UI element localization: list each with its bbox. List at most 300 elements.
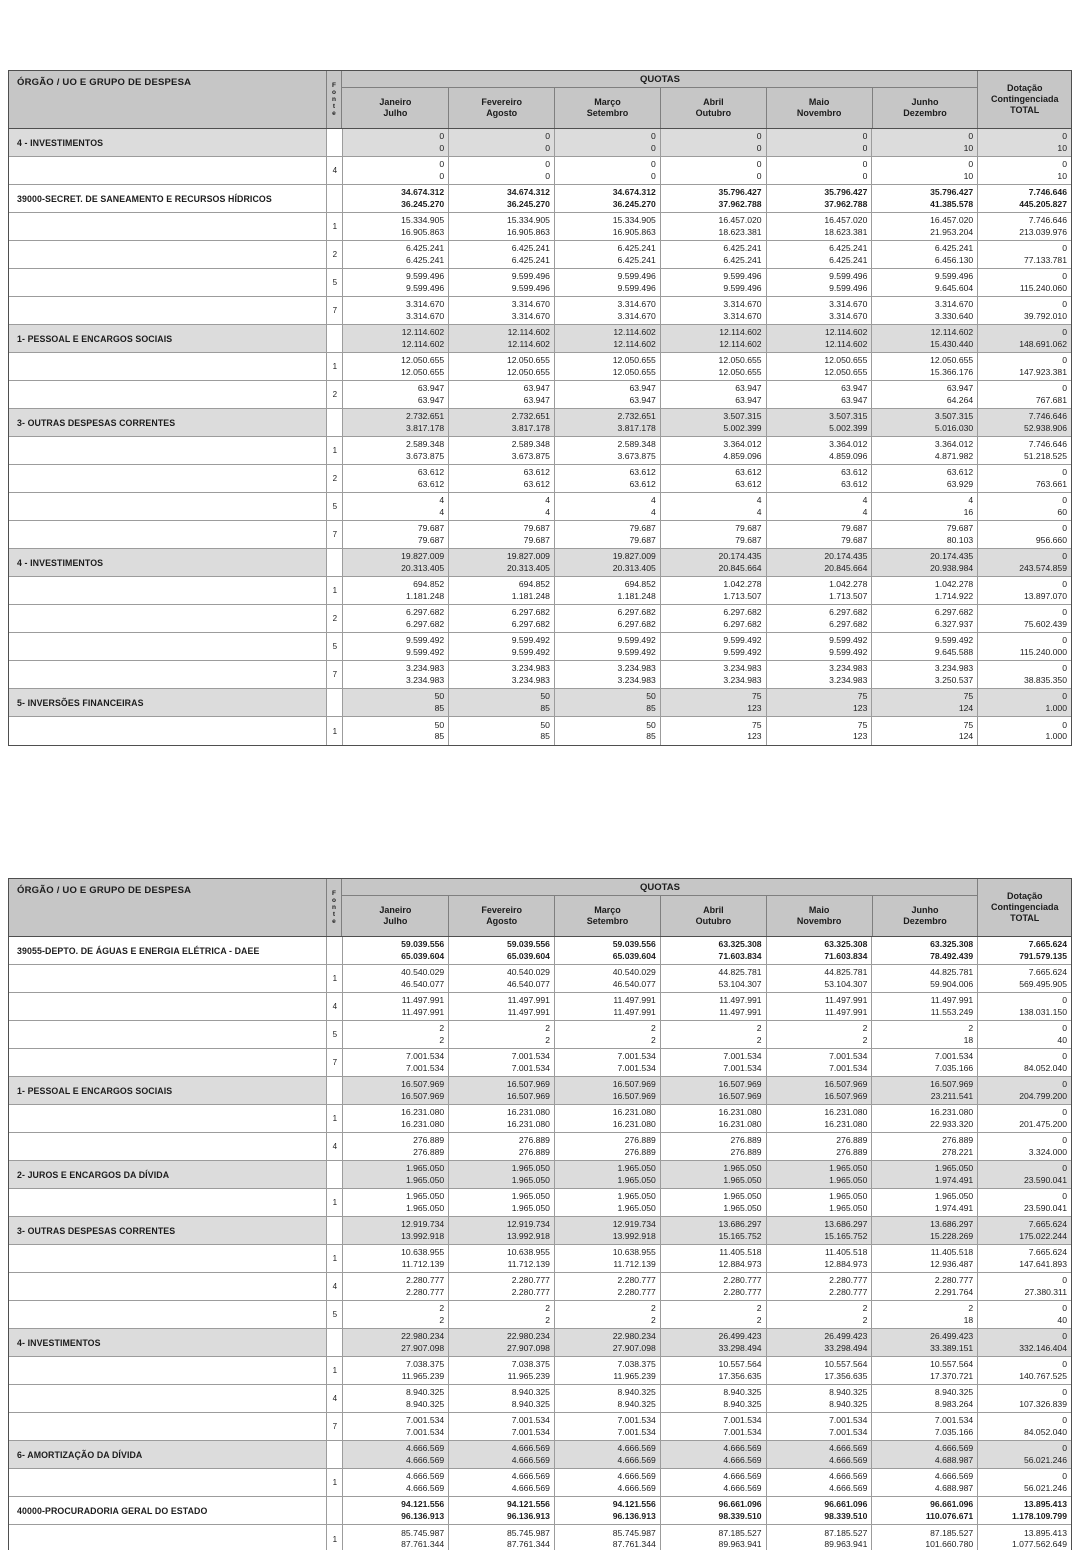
quota-cell: 16.231.080 22.933.320 — [871, 1105, 977, 1132]
quota-cell: 3.314.670 3.314.670 — [766, 297, 872, 324]
table-row — [9, 1245, 1071, 1273]
quota-cell: 12.114.602 12.114.602 — [766, 325, 872, 352]
row-label — [9, 577, 326, 604]
column-header-month — [342, 896, 448, 936]
quota-cell: 63.612 63.612 — [448, 465, 554, 492]
quota-cell: 6.425.241 6.425.241 — [342, 241, 448, 268]
table-header — [9, 879, 1071, 937]
quota-table-1 — [8, 70, 1072, 746]
quota-cell: 7.001.534 7.001.534 — [766, 1413, 872, 1440]
quota-cell: 8.940.325 8.940.325 — [342, 1385, 448, 1412]
month-line: Dezembro — [903, 108, 947, 118]
quota-cell: 0 0 — [342, 157, 448, 184]
quota-cell: 4.666.569 4.666.569 — [660, 1441, 766, 1468]
row-label: 1- PESSOAL E ENCARGOS SOCIAIS — [17, 333, 173, 344]
total-cell: 0 204.799.200 — [977, 1077, 1071, 1104]
row-label — [9, 1133, 326, 1160]
quota-cell: 3.314.670 3.314.670 — [342, 297, 448, 324]
month-line: Janeiro — [379, 97, 412, 107]
quota-cell: 6.297.682 6.327.937 — [871, 605, 977, 632]
total-cell: 0 27.380.311 — [977, 1273, 1071, 1300]
quota-cell: 22.980.234 27.907.098 — [448, 1329, 554, 1356]
quota-cell: 2 2 — [766, 1301, 872, 1328]
quota-cell: 16.507.969 16.507.969 — [660, 1077, 766, 1104]
quota-cell: 6.425.241 6.425.241 — [660, 241, 766, 268]
table-row — [9, 717, 1071, 745]
quota-cell: 63.947 63.947 — [448, 381, 554, 408]
quota-cell: 7.001.534 7.001.534 — [554, 1413, 660, 1440]
table-row — [9, 241, 1071, 269]
quota-cell: 75 123 — [660, 717, 766, 745]
quota-cell: 6.297.682 6.297.682 — [342, 605, 448, 632]
table-row — [9, 297, 1071, 325]
total-cell: 0 56.021.246 — [977, 1469, 1071, 1496]
month-line: Setembro — [586, 108, 629, 118]
quota-cell: 2.280.777 2.291.764 — [871, 1273, 977, 1300]
quota-cell: 85.745.987 87.761.344 — [554, 1525, 660, 1550]
quota-cell: 694.852 1.181.248 — [342, 577, 448, 604]
quota-cell: 12.114.602 12.114.602 — [660, 325, 766, 352]
quota-table-2 — [8, 878, 1072, 1550]
table-row — [9, 1133, 1071, 1161]
fonte-cell — [326, 1329, 342, 1356]
row-label — [9, 1469, 326, 1496]
quota-cell: 7.001.534 7.001.534 — [660, 1413, 766, 1440]
table-row — [9, 1049, 1071, 1077]
quota-cell: 12.919.734 13.992.918 — [448, 1217, 554, 1244]
quota-cell: 4 4 — [766, 493, 872, 520]
quota-cell: 85.745.987 87.761.344 — [342, 1525, 448, 1550]
quota-cell: 6.425.241 6.425.241 — [766, 241, 872, 268]
quota-cell: 94.121.556 96.136.913 — [554, 1497, 660, 1524]
month-line: Setembro — [586, 916, 629, 926]
row-label — [9, 157, 326, 184]
table-row — [9, 129, 1071, 157]
quota-cell: 3.234.983 3.234.983 — [766, 661, 872, 688]
quota-cell: 0 0 — [660, 129, 766, 156]
quota-cell: 2 2 — [342, 1301, 448, 1328]
fonte-cell: 1 — [326, 1469, 342, 1496]
row-label — [9, 297, 326, 324]
row-label — [9, 437, 326, 464]
total-cell: 0 39.792.010 — [977, 297, 1071, 324]
total-cell: 0 148.691.062 — [977, 325, 1071, 352]
total-cell: 7.746.646 51.218.525 — [977, 437, 1071, 464]
total-cell: 0 38.835.350 — [977, 661, 1071, 688]
quota-cell: 2.280.777 2.280.777 — [766, 1273, 872, 1300]
quota-cell: 3.234.983 3.234.983 — [554, 661, 660, 688]
quota-cell: 2 2 — [448, 1021, 554, 1048]
table-row — [9, 269, 1071, 297]
column-header-month — [554, 896, 660, 936]
dotacao-line: Dotação — [1006, 891, 1043, 901]
total-cell: 0 763.661 — [977, 465, 1071, 492]
quota-cell: 12.050.655 12.050.655 — [448, 353, 554, 380]
quota-cell: 40.540.029 46.540.077 — [342, 965, 448, 992]
quota-cell: 4 4 — [342, 493, 448, 520]
fonte-cell — [326, 1077, 342, 1104]
column-header-quotas: QUOTAS — [342, 71, 977, 88]
quota-cell: 79.687 79.687 — [660, 521, 766, 548]
month-line: Maio — [808, 905, 830, 915]
quota-cell: 7.038.375 11.965.239 — [554, 1357, 660, 1384]
quota-cell: 2.732.651 3.817.178 — [448, 409, 554, 436]
quota-cell: 4.666.569 4.666.569 — [448, 1441, 554, 1468]
quota-cell: 7.001.534 7.035.166 — [871, 1049, 977, 1076]
quota-cell: 75 124 — [871, 717, 977, 745]
fonte-letter: F — [332, 890, 336, 897]
total-cell: 0 138.031.150 — [977, 993, 1071, 1020]
quota-cell: 276.889 278.221 — [871, 1133, 977, 1160]
quota-cell: 10.638.955 11.712.139 — [448, 1245, 554, 1272]
quota-cell: 12.919.734 13.992.918 — [342, 1217, 448, 1244]
total-cell: 0 115.240.060 — [977, 269, 1071, 296]
quota-cell: 16.507.969 16.507.969 — [448, 1077, 554, 1104]
row-label — [9, 1245, 326, 1272]
total-cell: 0 1.000 — [977, 689, 1071, 716]
month-line: Maio — [808, 97, 830, 107]
month-line: Outubro — [695, 108, 732, 118]
row-label — [9, 269, 326, 296]
quota-cell: 2.589.348 3.673.875 — [448, 437, 554, 464]
quota-cell: 87.185.527 101.660.780 — [871, 1525, 977, 1550]
fonte-cell: 2 — [326, 465, 342, 492]
quota-cell: 75 123 — [660, 689, 766, 716]
table-row — [9, 1385, 1071, 1413]
month-line: Agosto — [486, 108, 518, 118]
quota-cell: 6.425.241 6.456.130 — [871, 241, 977, 268]
fonte-cell — [326, 129, 342, 156]
fonte-cell — [326, 1497, 342, 1524]
quota-cell: 20.174.435 20.845.664 — [660, 549, 766, 576]
quota-cell: 2.280.777 2.280.777 — [448, 1273, 554, 1300]
quota-cell: 63.325.308 71.603.834 — [766, 937, 872, 964]
quota-cell: 6.297.682 6.297.682 — [448, 605, 554, 632]
quota-cell: 4.666.569 4.688.987 — [871, 1441, 977, 1468]
column-header-month — [872, 88, 978, 128]
quota-cell: 15.334.905 16.905.863 — [554, 213, 660, 240]
table-row — [9, 521, 1071, 549]
quota-cell: 1.042.278 1.714.922 — [871, 577, 977, 604]
quota-cell: 79.687 79.687 — [766, 521, 872, 548]
fonte-cell — [326, 689, 342, 716]
table-row — [9, 1441, 1071, 1469]
total-cell: 0 243.574.859 — [977, 549, 1071, 576]
fonte-cell: 1 — [326, 1189, 342, 1216]
quota-cell: 1.042.278 1.713.507 — [660, 577, 766, 604]
total-cell: 0 23.590.041 — [977, 1161, 1071, 1188]
quota-cell: 2.280.777 2.280.777 — [554, 1273, 660, 1300]
quota-cell: 12.050.655 12.050.655 — [342, 353, 448, 380]
quota-cell: 63.325.308 78.492.439 — [871, 937, 977, 964]
table-row — [9, 661, 1071, 689]
table-row — [9, 1189, 1071, 1217]
quota-cell: 3.507.315 5.016.030 — [871, 409, 977, 436]
quota-cell: 16.231.080 16.231.080 — [342, 1105, 448, 1132]
column-header-month — [660, 88, 766, 128]
quota-cell: 3.507.315 5.002.399 — [766, 409, 872, 436]
fonte-cell: 2 — [326, 605, 342, 632]
fonte-cell: 1 — [326, 965, 342, 992]
quota-cell: 3.314.670 3.314.670 — [660, 297, 766, 324]
quota-cell: 63.947 63.947 — [766, 381, 872, 408]
column-header-dotacao-total — [977, 879, 1071, 936]
quota-cell: 4 4 — [448, 493, 554, 520]
fonte-cell: 5 — [326, 1021, 342, 1048]
row-label: 4- INVESTIMENTOS — [17, 1337, 101, 1348]
quota-cell: 13.686.297 15.165.752 — [660, 1217, 766, 1244]
quota-cell: 63.947 63.947 — [554, 381, 660, 408]
quota-cell: 1.965.050 1.965.050 — [554, 1189, 660, 1216]
row-label — [9, 521, 326, 548]
table-row — [9, 1497, 1071, 1525]
quota-cell: 7.001.534 7.001.534 — [766, 1049, 872, 1076]
quota-cell: 7.001.534 7.001.534 — [660, 1049, 766, 1076]
quota-cell: 6.297.682 6.297.682 — [766, 605, 872, 632]
table-row — [9, 577, 1071, 605]
table-row — [9, 353, 1071, 381]
quota-cell: 20.174.435 20.845.664 — [766, 549, 872, 576]
fonte-cell — [326, 185, 342, 212]
quota-cell: 4.666.569 4.666.569 — [448, 1469, 554, 1496]
quota-cell: 50 85 — [448, 717, 554, 745]
quota-cell: 96.661.096 98.339.510 — [766, 1497, 872, 1524]
quota-cell: 63.612 63.612 — [660, 465, 766, 492]
quota-cell: 4.666.569 4.666.569 — [766, 1441, 872, 1468]
quota-cell: 79.687 79.687 — [342, 521, 448, 548]
month-line: Junho — [911, 97, 939, 107]
total-cell: 7.746.646 52.938.906 — [977, 409, 1071, 436]
quota-cell: 2 2 — [660, 1301, 766, 1328]
quota-cell: 1.965.050 1.965.050 — [660, 1189, 766, 1216]
quota-cell: 3.364.012 4.859.096 — [766, 437, 872, 464]
quota-cell: 6.425.241 6.425.241 — [554, 241, 660, 268]
dotacao-line: Contingenciada — [990, 94, 1059, 104]
quota-cell: 276.889 276.889 — [342, 1133, 448, 1160]
quota-cell: 10.638.955 11.712.139 — [342, 1245, 448, 1272]
quota-cell: 4.666.569 4.688.987 — [871, 1469, 977, 1496]
fonte-cell — [326, 1161, 342, 1188]
table-row — [9, 1413, 1071, 1441]
quota-cell: 20.174.435 20.938.984 — [871, 549, 977, 576]
row-label — [9, 1385, 326, 1412]
row-label — [9, 1021, 326, 1048]
fonte-letter: F — [332, 82, 336, 89]
quota-cell: 16.231.080 16.231.080 — [554, 1105, 660, 1132]
fonte-letter: t — [332, 103, 336, 110]
quota-cell: 16.457.020 18.623.381 — [766, 213, 872, 240]
quota-cell: 2 2 — [766, 1021, 872, 1048]
row-label — [9, 965, 326, 992]
quota-cell: 63.612 63.612 — [554, 465, 660, 492]
quota-cell: 11.497.991 11.497.991 — [448, 993, 554, 1020]
column-header-dotacao-total — [977, 71, 1071, 128]
column-header-orgao: ÓRGÃO / UO E GRUPO DE DESPESA — [17, 77, 192, 88]
quota-cell: 12.050.655 12.050.655 — [554, 353, 660, 380]
total-cell: 0 10 — [977, 129, 1071, 156]
quota-cell: 9.599.492 9.599.492 — [342, 633, 448, 660]
table-row — [9, 1161, 1071, 1189]
total-cell: 7.665.624 175.022.244 — [977, 1217, 1071, 1244]
fonte-letter: n — [332, 96, 336, 103]
table-row — [9, 993, 1071, 1021]
quota-cell: 59.039.556 65.039.604 — [554, 937, 660, 964]
row-label — [9, 465, 326, 492]
quota-cell: 13.686.297 15.165.752 — [766, 1217, 872, 1244]
quota-cell: 1.042.278 1.713.507 — [766, 577, 872, 604]
quota-cell: 11.405.518 12.884.973 — [660, 1245, 766, 1272]
quota-cell: 12.050.655 12.050.655 — [766, 353, 872, 380]
row-label: 39000-SECRET. DE SANEAMENTO E RECURSOS HÍDRICOS — [17, 193, 272, 204]
quota-cell: 16.457.020 21.953.204 — [871, 213, 977, 240]
quota-cell: 2 2 — [554, 1301, 660, 1328]
table-row — [9, 1105, 1071, 1133]
quota-cell: 1.965.050 1.965.050 — [342, 1161, 448, 1188]
quota-cell: 34.674.312 36.245.270 — [342, 185, 448, 212]
month-line: Junho — [911, 905, 939, 915]
quota-cell: 16.457.020 18.623.381 — [660, 213, 766, 240]
total-cell: 0 767.681 — [977, 381, 1071, 408]
quota-cell: 0 0 — [554, 129, 660, 156]
total-cell: 7.746.646 445.205.827 — [977, 185, 1071, 212]
quota-cell: 12.050.655 15.366.176 — [871, 353, 977, 380]
row-label: 39055-DEPTO. DE ÁGUAS E ENERGIA ELÉTRICA - DAEE — [17, 945, 260, 956]
fonte-cell: 1 — [326, 1525, 342, 1550]
dotacao-line: Contingenciada — [990, 902, 1059, 912]
column-header-month — [448, 896, 554, 936]
table-row — [9, 1357, 1071, 1385]
total-cell: 13.895.413 1.077.562.649 — [977, 1525, 1071, 1550]
row-label — [9, 633, 326, 660]
quota-cell: 3.234.983 3.234.983 — [448, 661, 554, 688]
fonte-letter: o — [332, 89, 336, 96]
table-row — [9, 493, 1071, 521]
month-line: Fevereiro — [481, 905, 522, 915]
fonte-cell: 1 — [326, 437, 342, 464]
quota-cell: 276.889 276.889 — [766, 1133, 872, 1160]
month-header-row — [342, 896, 977, 936]
quota-cell: 22.980.234 27.907.098 — [342, 1329, 448, 1356]
quota-cell: 2 2 — [660, 1021, 766, 1048]
quota-cell: 59.039.556 65.039.604 — [448, 937, 554, 964]
dotacao-line: TOTAL — [1010, 913, 1040, 923]
quota-cell: 50 85 — [342, 717, 448, 745]
fonte-cell — [326, 1441, 342, 1468]
quota-cell: 11.497.991 11.497.991 — [766, 993, 872, 1020]
quota-cell: 63.612 63.612 — [766, 465, 872, 492]
quota-cell: 9.599.492 9.599.492 — [554, 633, 660, 660]
quota-cell: 9.599.496 9.599.496 — [342, 269, 448, 296]
table-row — [9, 465, 1071, 493]
quota-cell: 6.297.682 6.297.682 — [660, 605, 766, 632]
row-label — [9, 1273, 326, 1300]
quota-cell: 40.540.029 46.540.077 — [448, 965, 554, 992]
fonte-cell: 7 — [326, 1413, 342, 1440]
quota-cell: 50 85 — [554, 689, 660, 716]
quota-cell: 0 0 — [766, 129, 872, 156]
total-cell: 0 332.146.404 — [977, 1329, 1071, 1356]
quota-cell: 94.121.556 96.136.913 — [342, 1497, 448, 1524]
month-line: Julho — [383, 108, 408, 118]
table-row — [9, 1217, 1071, 1245]
table-row — [9, 633, 1071, 661]
table-row — [9, 1301, 1071, 1329]
quotas-header-block — [341, 879, 977, 936]
fonte-cell — [326, 937, 342, 964]
quota-cell: 44.825.781 59.904.006 — [871, 965, 977, 992]
quota-cell: 63.325.308 71.603.834 — [660, 937, 766, 964]
quota-cell: 2 18 — [871, 1301, 977, 1328]
row-label — [9, 381, 326, 408]
quota-cell: 9.599.492 9.599.492 — [766, 633, 872, 660]
quota-cell: 2.280.777 2.280.777 — [342, 1273, 448, 1300]
row-label — [9, 1525, 326, 1550]
quota-cell: 19.827.009 20.313.405 — [448, 549, 554, 576]
fonte-cell — [326, 1217, 342, 1244]
total-cell: 0 84.052.040 — [977, 1049, 1071, 1076]
quota-cell: 0 10 — [871, 157, 977, 184]
table-row — [9, 325, 1071, 353]
table-row — [9, 437, 1071, 465]
quota-cell: 2.732.651 3.817.178 — [342, 409, 448, 436]
total-cell: 0 140.767.525 — [977, 1357, 1071, 1384]
row-label — [9, 993, 326, 1020]
quota-cell: 34.674.312 36.245.270 — [554, 185, 660, 212]
row-label: 4 - INVESTIMENTOS — [17, 557, 104, 568]
fonte-letter: n — [332, 904, 336, 911]
total-cell: 7.665.624 569.495.905 — [977, 965, 1071, 992]
fonte-cell: 7 — [326, 1049, 342, 1076]
quota-cell: 1.965.050 1.965.050 — [766, 1189, 872, 1216]
fonte-cell: 4 — [326, 157, 342, 184]
quota-cell: 694.852 1.181.248 — [554, 577, 660, 604]
row-label — [9, 717, 326, 745]
quota-cell: 10.557.564 17.356.635 — [766, 1357, 872, 1384]
row-label — [9, 241, 326, 268]
table-row — [9, 1525, 1071, 1550]
fonte-cell — [326, 549, 342, 576]
quota-cell: 3.234.983 3.234.983 — [342, 661, 448, 688]
fonte-cell: 1 — [326, 717, 342, 745]
table-row — [9, 409, 1071, 437]
total-cell: 0 115.240.000 — [977, 633, 1071, 660]
fonte-cell: 1 — [326, 1357, 342, 1384]
quota-cell: 3.364.012 4.859.096 — [660, 437, 766, 464]
column-header-month — [448, 88, 554, 128]
month-line: Agosto — [486, 916, 518, 926]
total-cell: 0 40 — [977, 1301, 1071, 1328]
column-header-month — [554, 88, 660, 128]
quota-cell: 9.599.496 9.645.604 — [871, 269, 977, 296]
quota-cell: 8.940.325 8.940.325 — [660, 1385, 766, 1412]
quota-cell: 276.889 276.889 — [554, 1133, 660, 1160]
fonte-cell: 4 — [326, 993, 342, 1020]
table-row — [9, 605, 1071, 633]
fonte-cell: 2 — [326, 241, 342, 268]
table-row — [9, 549, 1071, 577]
month-line: Abril — [703, 97, 724, 107]
quota-cell: 0 0 — [448, 129, 554, 156]
quota-cell: 2.280.777 2.280.777 — [660, 1273, 766, 1300]
row-label: 6- AMORTIZAÇÃO DA DÍVIDA — [17, 1449, 143, 1460]
quota-cell: 9.599.496 9.599.496 — [448, 269, 554, 296]
row-label — [9, 1189, 326, 1216]
quota-cell: 0 0 — [448, 157, 554, 184]
quota-cell: 35.796.427 41.385.578 — [871, 185, 977, 212]
quota-cell: 75 124 — [871, 689, 977, 716]
quota-cell: 50 85 — [342, 689, 448, 716]
quota-cell: 11.497.991 11.497.991 — [660, 993, 766, 1020]
